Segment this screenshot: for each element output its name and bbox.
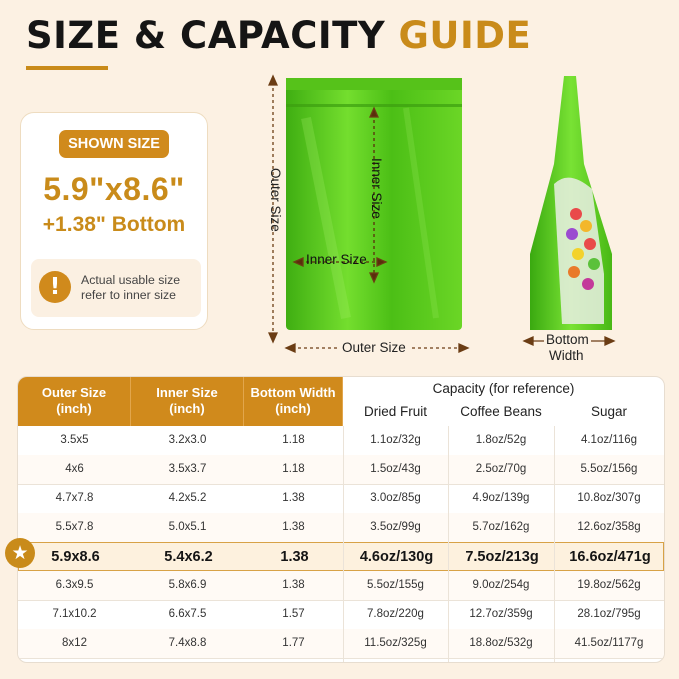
table-cell: 7.4x8.8 <box>168 637 207 649</box>
header-inner-size-line1: Inner Size <box>156 385 218 400</box>
table-cell: 4.9oz/139g <box>472 492 530 504</box>
column-divider <box>448 426 449 662</box>
table-row <box>18 484 664 514</box>
outer-size-vertical-label: Outer Size <box>268 168 283 232</box>
table-cell: 1.18 <box>282 463 305 475</box>
table-cell: 3.5oz/99g <box>370 521 421 533</box>
table-cell: 3.5x3.7 <box>168 463 207 475</box>
header-bottom-width <box>244 377 343 426</box>
header-inner-size <box>131 377 244 426</box>
table-cell: 3.2x3.0 <box>168 434 207 446</box>
table-cell: 5.7oz/162g <box>472 521 530 533</box>
inner-size-horizontal-label: Inner Size <box>306 252 367 267</box>
table-cell: 10.8oz/307g <box>577 492 641 504</box>
table-cell: 5.5oz/155g <box>367 579 424 591</box>
bottom-width-label-2: Width <box>549 348 584 363</box>
table-row <box>18 629 664 659</box>
table-row-highlighted <box>18 542 664 571</box>
table-cell: 4x6 <box>65 463 84 475</box>
shown-size-badge: SHOWN SIZE <box>59 130 169 158</box>
table-cell: 19.8oz/562g <box>577 579 641 591</box>
table-cell: 4.7x7.8 <box>55 492 94 504</box>
table-cell: 1.38 <box>282 521 305 533</box>
table-cell: 7.1x10.2 <box>52 608 97 620</box>
header-coffee-beans: Coffee Beans <box>460 404 542 419</box>
title-main: SIZE & CAPACITY <box>26 14 386 57</box>
table-cell: 5.0x5.1 <box>168 521 207 533</box>
header-inner-size-line2: (inch) <box>169 401 205 416</box>
bottom-width-label-1: Bottom <box>546 332 589 347</box>
table-cell: 1.8oz/52g <box>475 434 527 446</box>
table-row <box>18 513 664 543</box>
table-cell: 1.38 <box>282 579 305 591</box>
table-cell: 1.18 <box>282 434 305 446</box>
exclamation-icon: ! <box>39 271 71 303</box>
table-cell: 4.6oz/130g <box>359 549 434 565</box>
table-cell: 18.8oz/532g <box>469 637 533 649</box>
table-cell: 7.8oz/220g <box>367 608 424 620</box>
table-cell: 11.5oz/325g <box>364 637 427 649</box>
capacity-header: Capacity (for reference) <box>432 381 575 396</box>
header-outer-size-line2: (inch) <box>56 401 92 416</box>
table-cell: 3.5x5 <box>60 434 89 446</box>
table-cell: 3.0oz/85g <box>370 492 421 504</box>
table-cell: 28.1oz/795g <box>577 608 641 620</box>
table-cell: 8x12 <box>62 637 87 649</box>
table-cell: 6.6x7.5 <box>168 608 207 620</box>
table-cell: 12.6oz/358g <box>577 521 641 533</box>
table-cell: 5.4x6.2 <box>164 549 213 565</box>
column-divider <box>554 426 555 662</box>
shown-size-bottom: +1.38" Bottom <box>42 213 186 236</box>
title-accent: GUIDE <box>398 14 532 57</box>
table-cell: 41.5oz/1177g <box>574 637 644 649</box>
table-cell: 6.3x9.5 <box>55 579 94 591</box>
column-divider <box>343 426 344 662</box>
table-cell: 7.5oz/213g <box>465 549 539 565</box>
table-cell: 1.5oz/43g <box>370 463 421 475</box>
outer-size-horizontal-label: Outer Size <box>338 340 410 355</box>
table-row <box>18 571 664 601</box>
table-cell: 4.1oz/116g <box>580 434 638 446</box>
header-sugar: Sugar <box>590 404 628 419</box>
capacity-table <box>17 376 665 663</box>
table-cell: 5.5oz/156g <box>580 463 638 475</box>
table-cell: 1.77 <box>282 637 305 649</box>
table-cell: 5.5x7.8 <box>55 521 94 533</box>
header-bottom-width-line1: Bottom Width <box>250 385 336 400</box>
table-row <box>18 426 664 456</box>
table-cell: 2.5oz/70g <box>475 463 527 475</box>
header-bottom-width-line2: (inch) <box>275 401 311 416</box>
table-row <box>18 455 664 485</box>
table-cell: 9.0oz/254g <box>472 579 530 591</box>
table-cell: 16.6oz/471g <box>569 549 651 565</box>
table-cell: 1.57 <box>282 608 305 620</box>
table-row <box>18 600 664 630</box>
table-cell: 5.9x8.6 <box>51 549 100 565</box>
table-cell: 4.2x5.2 <box>168 492 207 504</box>
header-dried-fruit: Dried Fruit <box>363 404 427 419</box>
table-cell: 1.38 <box>280 549 309 565</box>
table-cell: 1.1oz/32g <box>370 434 421 446</box>
shown-size-value: 5.9"x8.6" <box>43 171 185 207</box>
header-outer-size-line1: Outer Size <box>41 385 107 400</box>
header-outer-size <box>18 377 131 426</box>
star-icon: ★ <box>5 538 35 568</box>
note-text: Actual usable size refer to inner size <box>81 273 181 302</box>
table-cell: 1.38 <box>282 492 305 504</box>
table-cell: 12.7oz/359g <box>469 608 533 620</box>
inner-size-vertical-label: Inner Size <box>369 158 384 219</box>
table-cell: 5.8x6.9 <box>168 579 207 591</box>
